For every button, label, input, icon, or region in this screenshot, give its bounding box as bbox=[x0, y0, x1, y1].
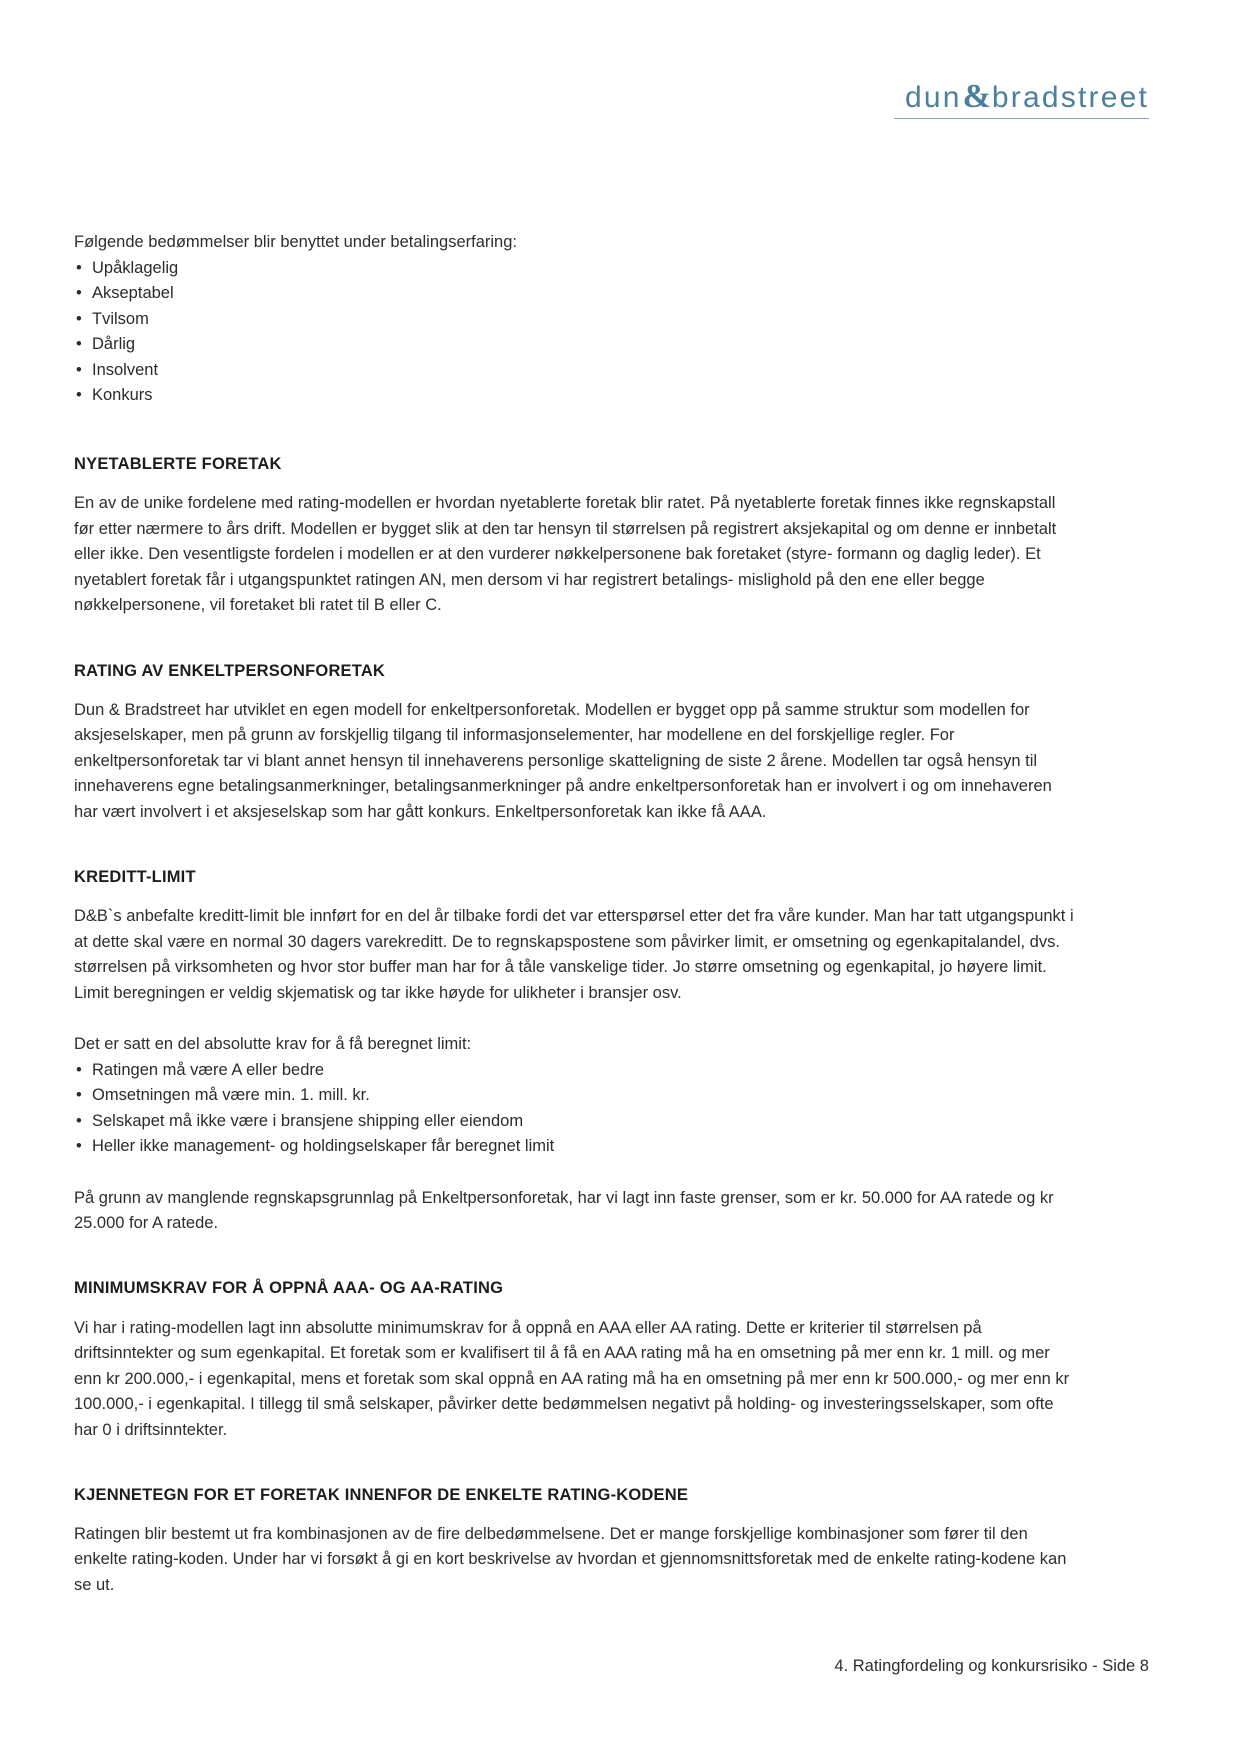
section-body-kjennetegn: Ratingen blir bestemt ut fra kombinasjonen av de fire delbedømmelsene. Det er mange forskjellige kombinasjoner som fører til den enkelte rating-koden. Under har vi forsøkt å gi en kort beskrivelse av hvordan et gjennomsnittsforetak med de enkelte rating-kodene kan se ut. bbox=[74, 1524, 1067, 1594]
dun-bradstreet-logo bbox=[905, 78, 1149, 116]
logo-text-bradstreet: bradstreet bbox=[991, 81, 1149, 114]
list-item: • Insolvent bbox=[74, 358, 1074, 384]
section-body-rating-av-enkeltpersonforetak: Dun & Bradstreet har utviklet en egen modell for enkeltpersonforetak. Modellen er bygget opp på samme struktur som modellen for aksjeselskaper, men på grunn av forskjellig tilgang til informasjonselementer, har modellene en del forskjellige regler. For enkeltpersonforetak tar vi blant annet hensyn til innehaverens personlige skatteligning de siste 2 årene. Modellen tar også hensyn til innehaverens egne betalingsanmerkninger, betalingsanmerkninger på andre enkeltpersonforetak han er involvert i og om innehaveren har vært involvert i et aksjeselskap som har gått konkurs. Enkeltpersonforetak kan ikke få AAA. bbox=[74, 700, 1052, 821]
limit-requirements-intro: Det er satt en del absolutte krav for å få beregnet limit: bbox=[74, 1035, 472, 1054]
limit-requirements-list bbox=[74, 1058, 1074, 1160]
list-item: • Heller ikke management- og holdingselskaper får beregnet limit bbox=[74, 1134, 1074, 1160]
intro-paragraph: Følgende bedømmelser blir benyttet under betalingserfaring: bbox=[74, 233, 517, 251]
logo-text-dun: dun bbox=[904, 81, 962, 114]
section-heading-rating-av-enkeltpersonforetak: RATING AV ENKELTPERSONFORETAK bbox=[74, 661, 386, 680]
section-body-minimumskrav: Vi har i rating-modellen lagt inn absolutte minimumskrav for å oppnå en AAA eller AA rating. Dette er kriterier til størrelsen på driftsinntekter og sum egenkapital. Et foretak som er kvalifisert til å få en AAA rating må ha en omsetning på mer enn kr. 1 mill. og mer enn kr 200.000,- i egenkapital, mens et foretak som skal oppnå en AA rating må ha en omsetning på mer enn kr 500.000,- og mer enn kr 100.000,- i egenkapital. I tillegg til små selskaper, påvirker dette bedømmelsen negativt på holding- og investeringsselskaper, som ofte har 0 i driftsinntekter. bbox=[74, 1318, 1070, 1439]
limit-note-paragraph: På grunn av manglende regnskapsgrunnlag på Enkeltpersonforetak, har vi lagt inn faste grenser, som er kr. 50.000 for AA ratede og kr 25.000 for A ratede. bbox=[74, 1188, 1054, 1233]
list-item: • Ratingen må være A eller bedre bbox=[74, 1058, 1074, 1084]
page-footer: 4. Ratingfordeling og konkursrisiko - Side 8 bbox=[834, 1657, 1149, 1675]
list-item: • Upåklagelig bbox=[74, 256, 1074, 282]
list-item: • Omsetningen må være min. 1. mill. kr. bbox=[74, 1083, 1074, 1109]
section-body-kreditt-limit: D&B`s anbefalte kreditt-limit ble innført for en del år tilbake fordi det var etterspørsel etter det fra våre kunder. Man har tatt utgangspunkt i at dette skal være en normal 30 dagers varekreditt. De to regnskapspostene som påvirker limit, er omsetning og egenkapitalandel, dvs. størrelsen på virksomheten og hvor stor buffer man har for å tåle vanskelige tider. Jo større omsetning og egenkapital, jo høyere limit. Limit beregningen er veldig skjematisk og tar ikke høyde for ulikheter i bransjer osv. bbox=[74, 907, 1074, 1002]
list-item: • Akseptabel bbox=[74, 281, 1074, 307]
section-body-nyetablerte-foretak: En av de unike fordelene med rating-modellen er hvordan nyetablerte foretak blir ratet. På nyetablerte foretak finnes ikke regnskapstall før etter nærmere to års drift. Modellen er bygget slik at den tar hensyn til størrelsen på registrert aksjekapital og om denne er innbetalt eller ikke. Den vesentligste fordelen i modellen er at den vurderer nøkkelpersonene bak foretaket (styre- formann og daglig leder). Et nyetablert foretak får i utgangspunktet ratingen AN, men dersom vi har registrert betalings- mislighold på den ene eller begge nøkkelpersonene, vil foretaket bli ratet til B eller C. bbox=[74, 494, 1057, 615]
list-item: • Dårlig bbox=[74, 332, 1074, 358]
logo-underline-divider bbox=[894, 118, 1149, 119]
logo-ampersand-icon: & bbox=[962, 78, 991, 115]
payment-experience-list bbox=[74, 256, 1074, 409]
list-item: • Konkurs bbox=[74, 383, 1074, 409]
document-body bbox=[74, 230, 1074, 1598]
section-heading-nyetablerte-foretak: NYETABLERTE FORETAK bbox=[74, 455, 282, 474]
section-heading-minimumskrav: MINIMUMSKRAV FOR Å OPPNÅ AAA- OG AA-RATING bbox=[74, 1279, 504, 1298]
list-item: • Selskapet må ikke være i bransjene shipping eller eiendom bbox=[74, 1109, 1074, 1135]
section-heading-kjennetegn: KJENNETEGN FOR ET FORETAK INNENFOR DE ENKELTE RATING-KODENE bbox=[74, 1485, 689, 1504]
section-heading-kreditt-limit: KREDITT-LIMIT bbox=[74, 867, 196, 886]
list-item: • Tvilsom bbox=[74, 307, 1074, 333]
